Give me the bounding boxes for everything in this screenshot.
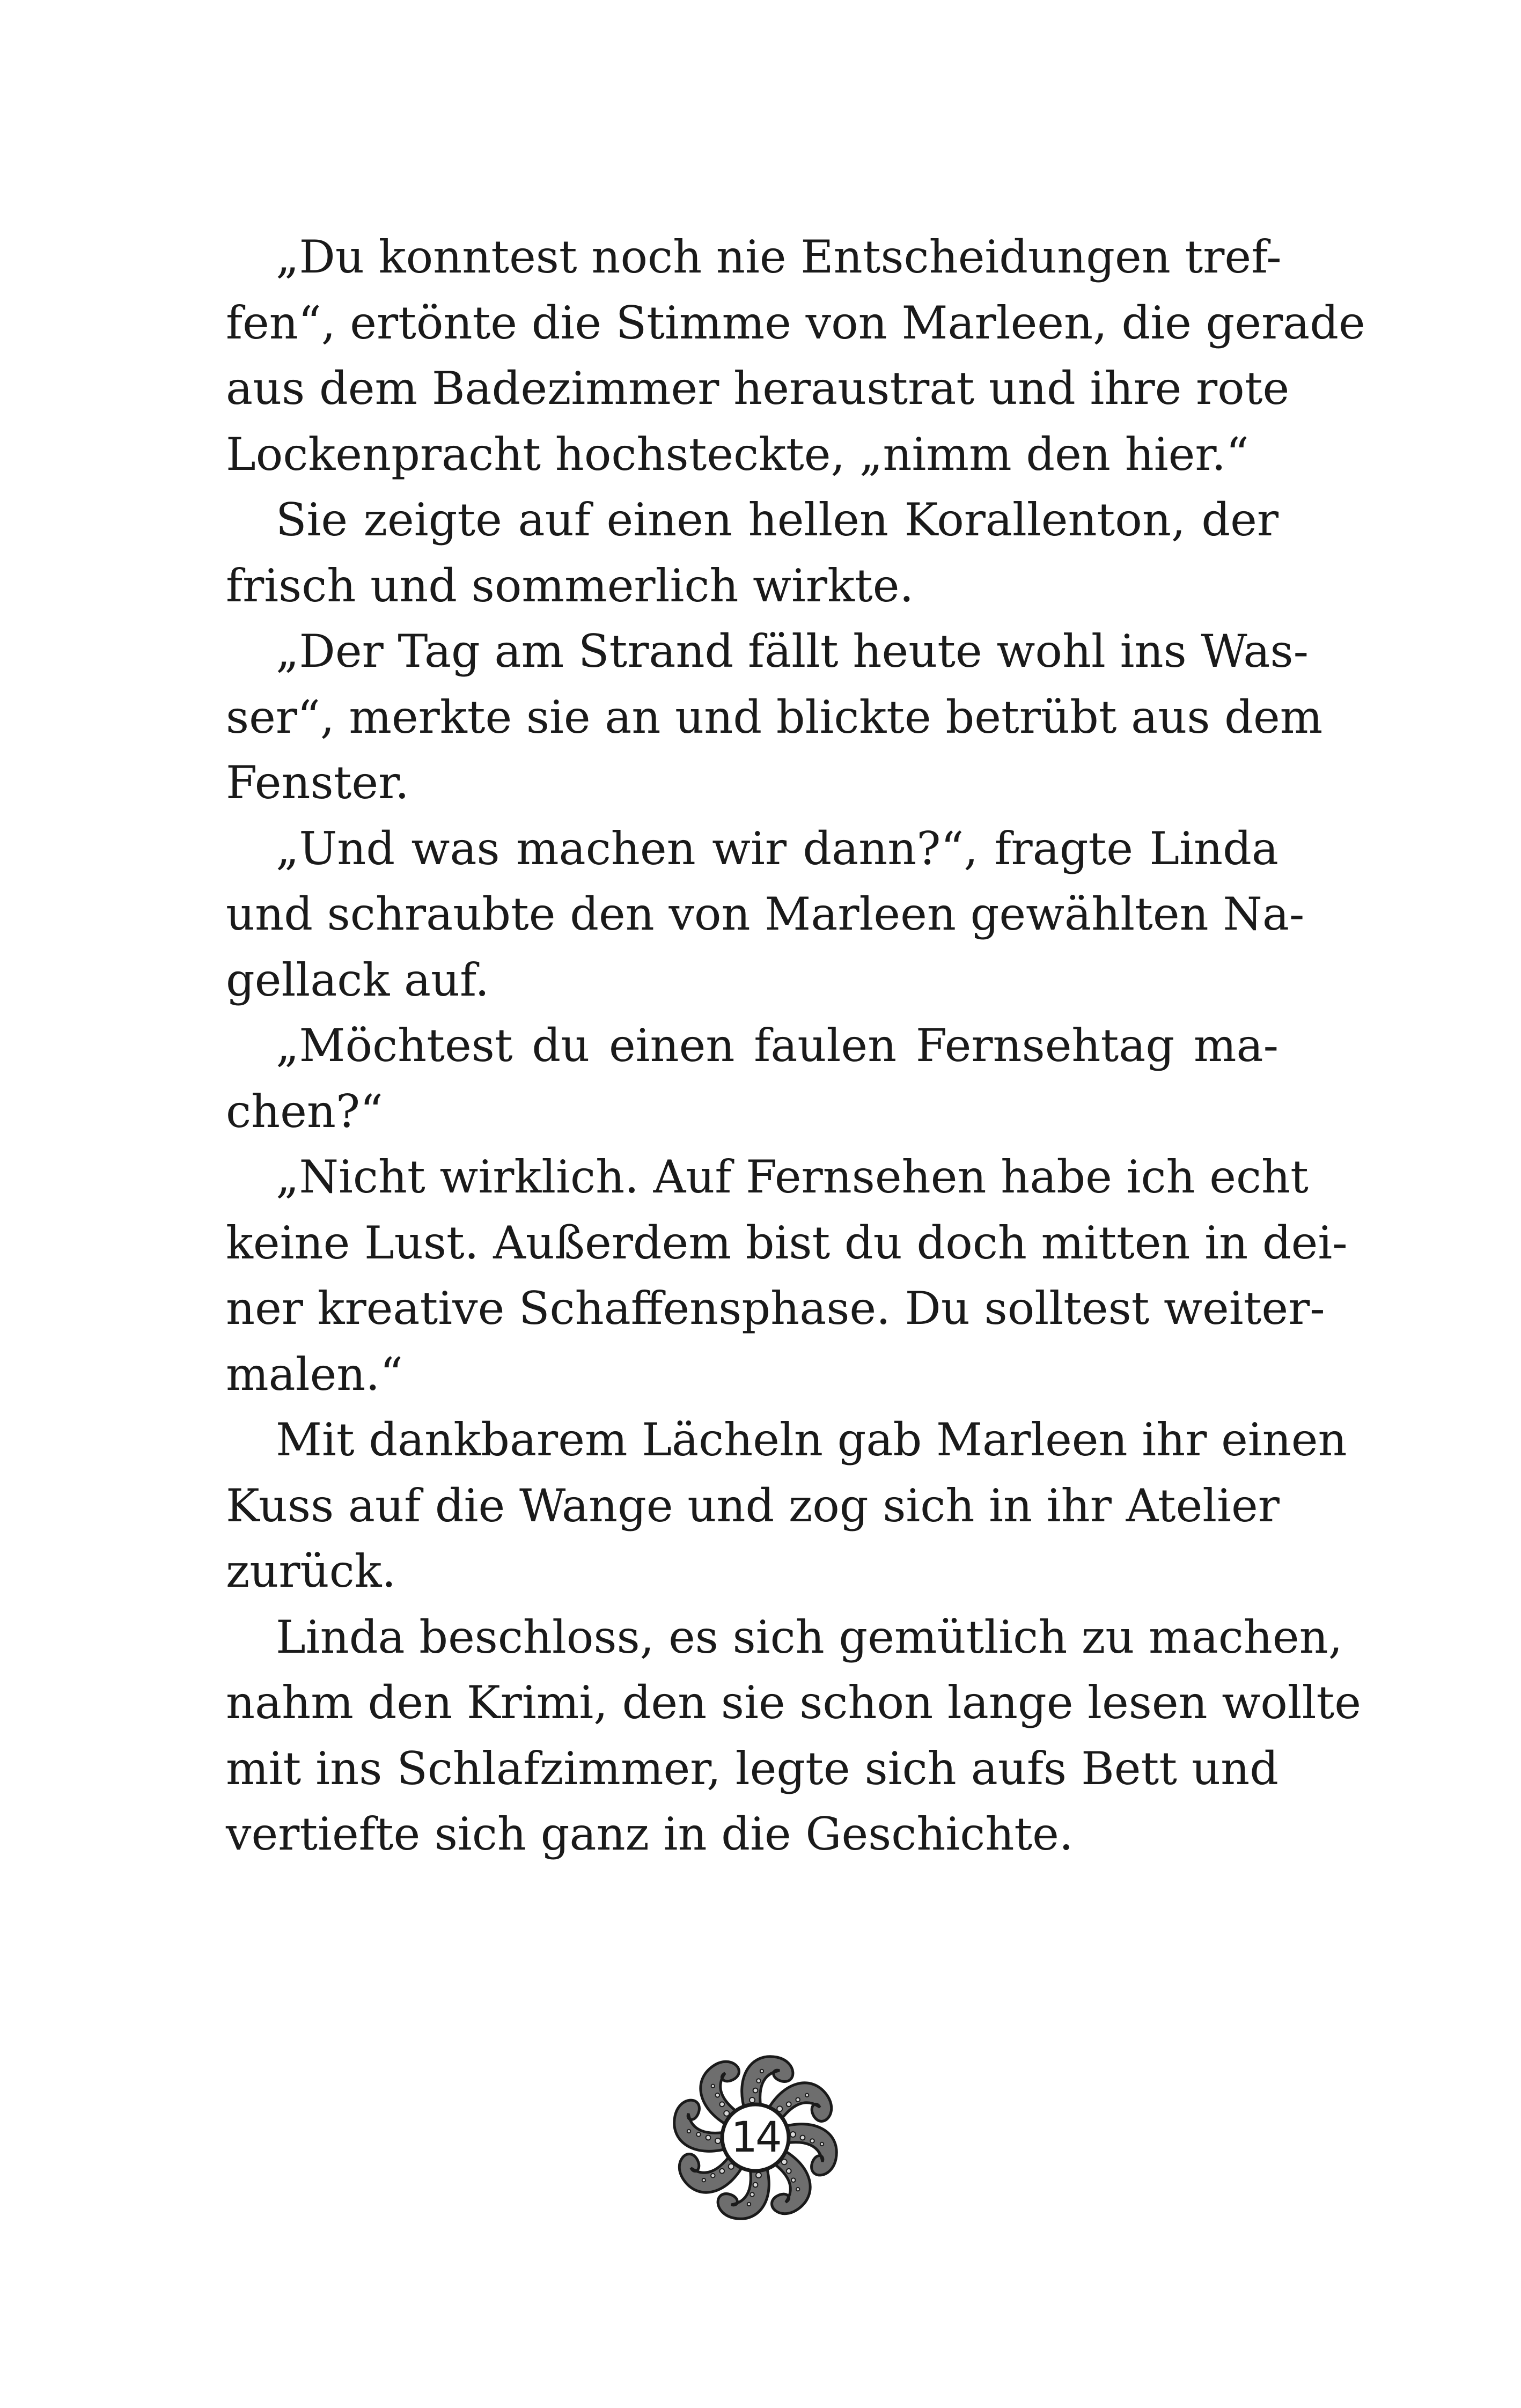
text-line: mit ins Schlafzimmer, legte sich aufs Bett und xyxy=(226,1742,1278,1795)
text-line: „Du konntest noch nie Entscheidungen tref- xyxy=(276,231,1282,283)
text-line: „Und was machen wir dann?“, fragte Linda xyxy=(276,822,1278,875)
text-line: malen.“ xyxy=(226,1347,403,1401)
text-line: „Der Tag am Strand fällt heute wohl ins Was- xyxy=(276,625,1309,678)
text-line: nahm den Krimi, den sie schon lange lesen wollte xyxy=(226,1676,1361,1729)
text-line: Kuss auf die Wange und zog sich in ihr Atelier xyxy=(226,1479,1280,1532)
body-text xyxy=(226,224,1365,1867)
text-line: Sie zeigte auf einen hellen Korallenton, der xyxy=(276,494,1278,546)
text-line: ser“, merkte sie an und blickte betrübt aus dem xyxy=(226,690,1323,743)
page-footer xyxy=(653,2036,857,2240)
text-line: und schraubte den von Marleen gewählten Na- xyxy=(226,888,1305,940)
text-line: ner kreative Schaffensphase. Du solltest weiter- xyxy=(226,1282,1325,1335)
text-line: keine Lust. Außerdem bist du doch mitten in dei- xyxy=(226,1216,1348,1269)
text-line: „Möchtest du einen faulen Fernsehtag ma- xyxy=(276,1019,1278,1072)
text-line: „Nicht wirklich. Auf Fernsehen habe ich echt xyxy=(276,1151,1309,1203)
text-line: vertiefte sich ganz in die Geschichte. xyxy=(226,1808,1074,1860)
text-line: gellack auf. xyxy=(226,953,489,1006)
text-line: aus dem Badezimmer heraustrat und ihre rote xyxy=(226,362,1290,415)
text-line: Lockenpracht hochsteckte, „nimm den hier.“ xyxy=(226,428,1249,481)
text-line: fen“, ertönte die Stimme von Marleen, die gerade xyxy=(226,296,1365,349)
text-line: chen?“ xyxy=(226,1085,383,1138)
text-line: Linda beschloss, es sich gemütlich zu machen, xyxy=(276,1610,1343,1663)
text-line: zurück. xyxy=(226,1545,396,1597)
text-line: frisch und sommerlich wirkte. xyxy=(226,559,914,612)
page-number: 14 xyxy=(731,2114,780,2162)
text-line: Mit dankbarem Lächeln gab Marleen ihr einen xyxy=(276,1413,1347,1466)
text-line: Fenster. xyxy=(226,756,409,809)
